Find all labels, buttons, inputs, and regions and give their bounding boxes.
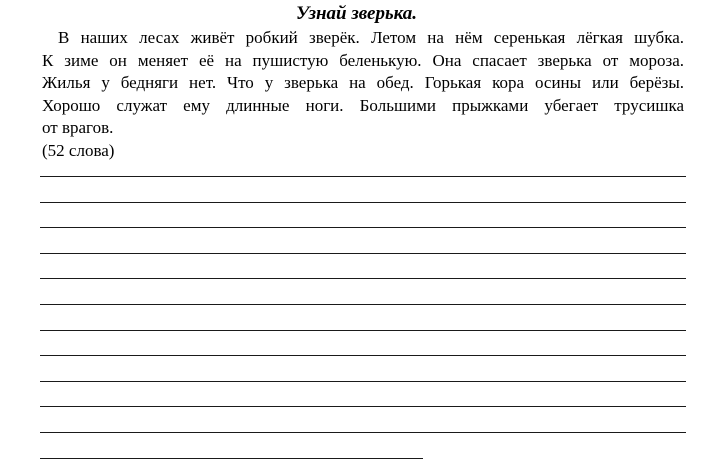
answer-lines — [40, 0, 686, 457]
answer-line — [40, 330, 686, 331]
answer-line — [40, 381, 686, 382]
text-line-5: от врагов. — [42, 118, 114, 137]
word-count: (52 слова) — [42, 140, 115, 160]
answer-line-short — [40, 458, 423, 459]
text-line-4: Хорошо служат ему длинные ноги. Большими прыжками убегает трусишка — [42, 95, 684, 115]
text-line-3: Жилья у бедняги нет. Что у зверька на обед. Горькая кора осины или берёзы. — [42, 73, 684, 92]
answer-line — [40, 278, 686, 279]
answer-line — [40, 202, 686, 203]
answer-line — [40, 176, 686, 177]
text-line-1: В наших лесах живёт робкий зверёк. Летом на нём серенькая лёгкая шубка. — [58, 28, 684, 47]
answer-line — [40, 304, 686, 305]
page-title: Узнай зверька. — [295, 3, 418, 24]
text-line-2: К зиме он меняет её на пушистую беленькую. Она спасает зверька от мороза. — [42, 50, 684, 70]
answer-line — [40, 227, 686, 228]
answer-line — [40, 406, 686, 407]
answer-line — [40, 355, 686, 356]
answer-line — [40, 432, 686, 433]
answer-line — [40, 253, 686, 254]
